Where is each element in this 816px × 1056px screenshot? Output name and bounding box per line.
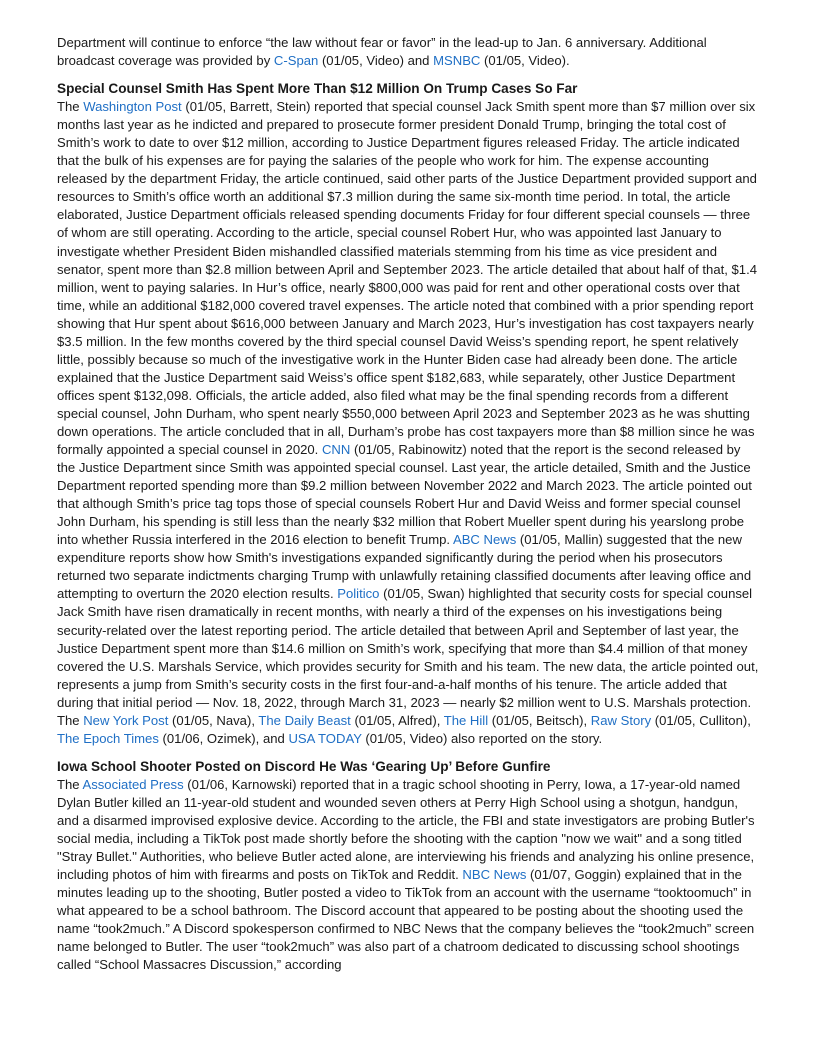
article-body: The Associated Press (01/06, Karnowski) reported that in a tragic school shooting in Perry, Iowa, a 17-year-old named Dylan Butler killed an 11-year-old student and wounded seven others at Perry High School using a shotgun, handgun, and a disarmed improvised explosive device. According to the article, the FBI and state investigators are probing Butler's social media, including a TikTok post made shortly before the shooting with the caption "now we wait" and a song titled "Stray Bullet." Authorities, who believe Butler acted alone, are interviewing his friends and analyzing his online presence, including photos of him with firearms and posts on TikTok and Reddit. NBC News (01/07, Goggin) explained that in the minutes leading up to the shooting, Butler posted a video to TikTok from an account with the username “tooktoomuch” in what appeared to be a school bathroom. The Discord account that appeared to be posting about the shooting used the name “took2much.” A Discord spokesperson confirmed to NBC News that the company believes the “took2much” screen name belonged to Butler. The user “took2much” was also part of a chatroom dedicated to discussing school shootings called “School Massacres Discussion,” according: [57, 776, 755, 973]
nbc-news-link[interactable]: NBC News: [462, 867, 527, 883]
cnn-link[interactable]: CNN: [321, 442, 351, 458]
washington-post-link[interactable]: Washington Post: [83, 99, 182, 115]
politico-link[interactable]: Politico: [337, 586, 380, 602]
epoch-times-link[interactable]: The Epoch Times: [57, 730, 159, 746]
article-smith-spending: [57, 80, 759, 748]
article-heading: Iowa School Shooter Posted on Discord He Was ‘Gearing Up’ Before Gunfire: [57, 758, 551, 774]
daily-beast-link[interactable]: The Daily Beast: [258, 712, 351, 728]
raw-story-link[interactable]: Raw Story: [590, 712, 652, 728]
cspan-link[interactable]: C-Span: [273, 53, 319, 69]
article-iowa-shooting: [57, 758, 759, 975]
usa-today-link[interactable]: USA TODAY: [288, 730, 362, 746]
abc-news-link[interactable]: ABC News: [452, 532, 517, 548]
document-page: [57, 34, 759, 974]
associated-press-link[interactable]: Associated Press: [82, 776, 184, 792]
intro-paragraph: Department will continue to enforce “the law without fear or favor” in the lead-up to Jan. 6 anniversary. Additional broadcast coverage was provided by C-Span (01/05, Video) and MSNBC (01/05, Video).: [57, 35, 707, 69]
the-hill-link[interactable]: The Hill: [443, 712, 489, 728]
msnbc-link[interactable]: MSNBC: [433, 53, 481, 69]
article-body: The Washington Post (01/05, Barrett, Stein) reported that special counsel Jack Smith spent more than $7 million over six months last year as he indicted and prepared to prosecute former president Donald Trump, bringing the total cost of Smith’s work to date to over $12 million, according to Justice Department figures released Friday. The article indicated that the bulk of his expenses are for paying the salaries of the people who work for him. The expense accounting released by the department Friday, the article continued, said other parts of the Justice Department provided support and resources to Smith’s office worth an additional $7.3 million during the same six-month time period. In total, the article elaborated, Justice Department officials released spending documents Friday for four different special counsels — three of whom are still operating. According to the article, special counsel Robert Hur, who was appointed last January to investigate whether President Biden mishandled classified materials stemming from his time as vice president and senator, spent more than $2.8 million between April and September 2023. The article detailed that about half of that, $1.4 million, went to paying salaries. In Hur’s office, nearly $800,000 was paid for rent and other operational costs over that time, while an additional $182,000 covered travel expenses. The article noted that combined with a prior spending report showing that Hur spent about $616,000 between January and March 2023, Hur’s investigation has cost taxpayers nearly $3.5 million. In the few months covered by the third special counsel David Weiss’s spending report, he spent relatively little, possibly because so much of the investigative work in the Hunter Biden case had already been done. The article explained that the Justice Department said Weiss’s office spent $182,683, while separately, other Justice Department offices spent $132,098. Officials, the article added, also filed what may be the final spending records from a different special counsel, John Durham, who spent nearly $550,000 between April 2023 and September 2023 as he was shutting down operations. The article concluded that in all, Durham’s probe has cost taxpayers more than $8 million since he was formally appointed a special counsel in 2020. CNN (01/05, Rabinowitz) noted that the report is the second released by the Justice Department since Smith was appointed special counsel. Last year, the article detailed, Smith and the Justice Department reported spending more than $9.2 million between November 2022 and March 2023. The article pointed out that although Smith’s price tag tops those of special counsels Robert Hur and David Weiss and former special counsel John Durham, his spending is still less than the nearly $32 million that Robert Mueller spent during his yearslong probe into whether Russia interfered in the 2016 election to benefit Trump. ABC News (01/05, Mallin) suggested that the new expenditure reports show how Smith's investigations expanded significantly during the period when his prosecutors returned two separate indictments charging Trump with unlawfully retaining classified documents after leaving office and attempting to overturn the 2020 election results. Politico (01/05, Swan) highlighted that security costs for special counsel Jack Smith have risen dramatically in recent months, with nearly a third of the expenses on his investigations being security-related over the latest reporting period. The article detailed that between April and September of last year, the Justice Department spent more than $14.6 million on Smith’s work, specifying that more than $4.4 million of that money covered the U.S. Marshals Service, which provides security for Smith and his team. The new data, the article pointed out, represents a jump from Smith’s security costs in the first four-and-a-half months of his tenure. The article added that during that initial period — Nov. 18, 2022, through March 31, 2023 — nearly $2 million went to U.S. Marshals protection. The New York Post (01/05, Nava), The Daily Beast (01/05, Alfred), The Hill (01/05, Beitsch), Raw Story (01/05, Culliton), The Epoch Times (01/06, Ozimek), and USA TODAY (01/05, Video) also reported on the story.: [57, 99, 759, 746]
new-york-post-link[interactable]: New York Post: [83, 712, 169, 728]
article-heading: Special Counsel Smith Has Spent More Than $12 Million On Trump Cases So Far: [57, 81, 578, 97]
